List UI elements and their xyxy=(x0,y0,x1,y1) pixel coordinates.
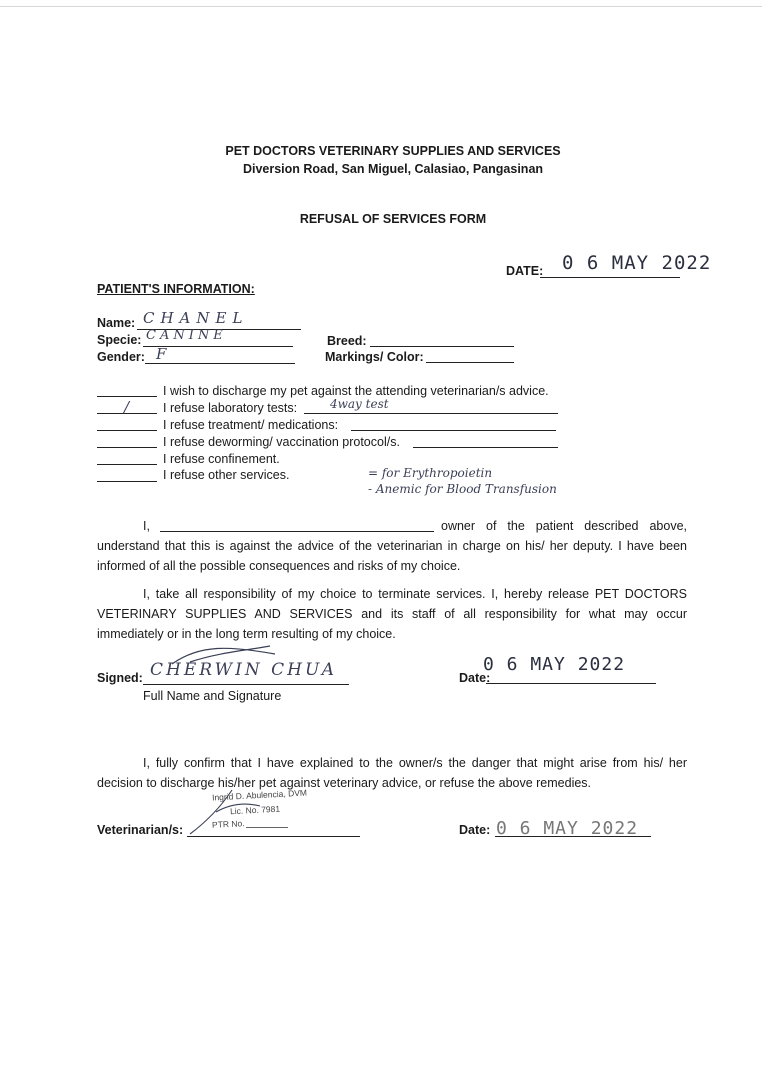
vet-date-stamp: 0 6 MAY 2022 xyxy=(496,818,639,839)
option-text: I wish to discharge my pet against the attending veterinarian/s advice. xyxy=(163,384,549,398)
breed-label: Breed: xyxy=(327,334,367,348)
signature-caption: Full Name and Signature xyxy=(143,689,282,703)
form-title: REFUSAL OF SERVICES FORM xyxy=(299,212,487,226)
option-text: I refuse confinement. xyxy=(163,452,280,466)
p1-rest: owner of the patient described above, xyxy=(441,519,687,533)
option-text: I refuse other services. xyxy=(163,468,290,482)
option-text: I refuse laboratory tests: xyxy=(163,401,298,415)
markings-label: Markings/ Color: xyxy=(325,350,424,364)
vet-signature xyxy=(186,782,266,838)
markings-line xyxy=(426,362,514,363)
option-text: I refuse treatment/ medications: xyxy=(163,418,339,432)
owner-date-label: Date: xyxy=(459,671,491,685)
signed-label: Signed: xyxy=(97,671,143,685)
date-top-line xyxy=(540,277,680,278)
p1-continued: understand that this is against the advice of the veterinarian in charge on his/ her deputy. I have been informed of all the possible consequences and risks of my choice. xyxy=(97,539,687,573)
owner-date-line xyxy=(486,683,656,684)
vet-label: Veterinarian/s: xyxy=(97,823,184,837)
other-note-2: - Anemic for Blood Transfusion xyxy=(368,482,557,496)
fill-line xyxy=(413,447,558,448)
owner-name-line xyxy=(160,531,434,532)
owner-signature: CHERWIN CHUA xyxy=(150,660,338,680)
company-address: Diversion Road, San Miguel, Calasiao, Pangasinan xyxy=(242,162,544,176)
vet-date-label: Date: xyxy=(459,823,491,837)
vet-stamp-ptr: PTR No. xyxy=(211,818,245,830)
gender-line xyxy=(145,363,295,364)
breed-line xyxy=(370,346,514,347)
name-label: Name: xyxy=(97,316,136,330)
date-top-label: DATE: xyxy=(506,264,544,278)
scan-edge xyxy=(0,6,762,7)
specie-label: Specie: xyxy=(97,333,142,347)
option-text: I refuse deworming/ vaccination protocol/s. xyxy=(163,435,400,449)
gender-label: Gender: xyxy=(97,350,145,364)
owner-date-stamp: 0 6 MAY 2022 xyxy=(483,654,626,675)
vet-stamp-name: Ingrid D. Abulencia, DVM xyxy=(211,787,308,803)
fill-line xyxy=(304,413,558,414)
lab-tests-fill: 4way test xyxy=(330,397,389,411)
check-line xyxy=(97,481,157,482)
gender-value: F xyxy=(156,345,167,363)
check-mark: / xyxy=(124,398,130,416)
company-name: PET DOCTORS VETERINARY SUPPLIES AND SERVICES xyxy=(225,144,561,158)
paragraph-2: I, take all responsibility of my choice to terminate services. I, hereby release PET DOCTORS VETERINARY SUPPLIES AND SERVICES and its staff of all responsibility for what may occur immediately or in the long term resulting of my choice. xyxy=(97,587,687,641)
check-line xyxy=(97,396,157,397)
check-line xyxy=(97,447,157,448)
patient-section-title: PATIENT'S INFORMATION: xyxy=(97,282,255,296)
vet-stamp-lic: Lic. No. 7981 xyxy=(229,803,281,817)
p1-start: I, xyxy=(143,519,150,533)
paragraph-3: I, fully confirm that I have explained to the owner/s the danger that might arise from his/ her decision to discharge his/her pet against veterinary advice, or refuse the above remedies. xyxy=(97,756,687,790)
date-top-stamp: 0 6 MAY 2022 xyxy=(562,252,712,274)
signature-flourish xyxy=(170,640,280,670)
other-note-1: = for Erythropoietin xyxy=(368,466,493,480)
check-line xyxy=(97,464,157,465)
name-value: CHANEL xyxy=(143,309,249,327)
check-line xyxy=(97,430,157,431)
fill-line xyxy=(351,430,556,431)
signature-line xyxy=(143,684,349,685)
specie-value: CANINE xyxy=(146,328,227,343)
